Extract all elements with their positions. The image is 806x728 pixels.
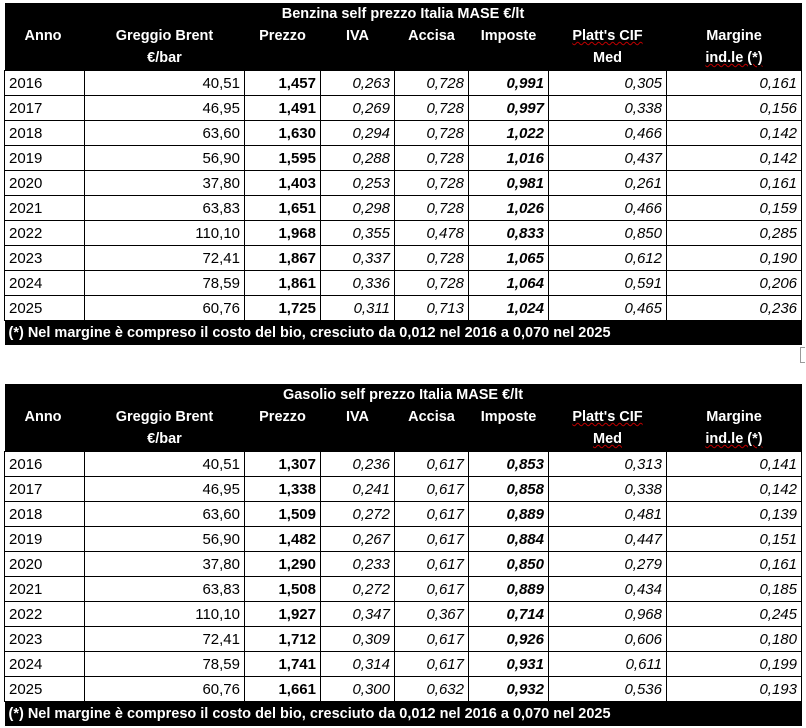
cell-anno: 2022 — [5, 602, 85, 627]
table-row — [5, 71, 802, 96]
col-header-margine-unit — [667, 49, 802, 71]
cell-brent: 63,83 — [85, 196, 245, 221]
cell-platts: 0,536 — [549, 677, 667, 702]
table-row — [5, 527, 802, 552]
cell-anno: 2017 — [5, 96, 85, 121]
cell-margine: 0,142 — [667, 121, 802, 146]
cell-brent: 37,80 — [85, 552, 245, 577]
cell-imposte: 0,981 — [469, 171, 549, 196]
col-header-brent: Greggio Brent — [85, 406, 245, 430]
col-header-brent-unit: €/bar — [85, 430, 245, 452]
cell-platts: 0,305 — [549, 71, 667, 96]
cell-iva: 0,269 — [321, 96, 395, 121]
cell-imposte: 0,932 — [469, 677, 549, 702]
cell-accisa: 0,728 — [395, 246, 469, 271]
col-header-anno: Anno — [5, 406, 85, 430]
cell-platts: 0,437 — [549, 146, 667, 171]
col-header-brent-unit: €/bar — [85, 49, 245, 71]
cell-prezzo: 1,338 — [245, 477, 321, 502]
cell-iva: 0,355 — [321, 221, 395, 246]
table-row — [5, 146, 802, 171]
cell-brent: 78,59 — [85, 271, 245, 296]
table-row — [5, 502, 802, 527]
table-row — [5, 96, 802, 121]
table-row — [5, 221, 802, 246]
table-row — [5, 452, 802, 477]
cell-iva: 0,267 — [321, 527, 395, 552]
cell-anno: 2024 — [5, 652, 85, 677]
cell-prezzo: 1,307 — [245, 452, 321, 477]
table-footnote: (*) Nel margine è compreso il costo del bio, cresciuto da 0,012 nel 2016 a 0,070 nel 2025 — [5, 321, 802, 346]
cell-imposte: 0,991 — [469, 71, 549, 96]
cell-margine: 0,190 — [667, 246, 802, 271]
cell-prezzo: 1,595 — [245, 146, 321, 171]
cell-brent: 110,10 — [85, 602, 245, 627]
cell-accisa: 0,617 — [395, 477, 469, 502]
col-header-margine-unit-text: ind.le (*) — [705, 431, 763, 447]
cell-prezzo: 1,508 — [245, 577, 321, 602]
cell-brent: 63,60 — [85, 502, 245, 527]
col-header-margine-unit-text: ind.le (*) — [705, 50, 763, 66]
col-header-iva: IVA — [321, 25, 395, 49]
cell-imposte: 1,016 — [469, 146, 549, 171]
table-row — [5, 296, 802, 321]
cell-iva: 0,311 — [321, 296, 395, 321]
cell-margine: 0,193 — [667, 677, 802, 702]
cell-prezzo: 1,651 — [245, 196, 321, 221]
col-header-accisa: Accisa — [395, 406, 469, 430]
cell-margine: 0,139 — [667, 502, 802, 527]
table-row — [5, 577, 802, 602]
cell-accisa: 0,617 — [395, 652, 469, 677]
cell-platts: 0,313 — [549, 452, 667, 477]
cell-accisa: 0,728 — [395, 271, 469, 296]
cell-platts: 0,606 — [549, 627, 667, 652]
cell-brent: 63,83 — [85, 577, 245, 602]
cell-anno: 2019 — [5, 527, 85, 552]
cell-anno: 2018 — [5, 502, 85, 527]
cell-platts: 0,968 — [549, 602, 667, 627]
cell-imposte: 0,850 — [469, 552, 549, 577]
table-row — [5, 196, 802, 221]
cell-margine: 0,245 — [667, 602, 802, 627]
table-footnote: (*) Nel margine è compreso il costo del bio, cresciuto da 0,012 nel 2016 a 0,070 nel 2025 — [5, 702, 802, 727]
cell-anno: 2024 — [5, 271, 85, 296]
cell-brent: 72,41 — [85, 627, 245, 652]
col-header-margine: Margine — [667, 25, 802, 49]
cell-iva: 0,241 — [321, 477, 395, 502]
cell-prezzo: 1,403 — [245, 171, 321, 196]
table-title: Gasolio self prezzo Italia MASE €/lt — [5, 384, 802, 406]
cell-accisa: 0,617 — [395, 552, 469, 577]
cell-prezzo: 1,290 — [245, 552, 321, 577]
cell-anno: 2017 — [5, 477, 85, 502]
cell-imposte: 0,853 — [469, 452, 549, 477]
table-row — [5, 121, 802, 146]
cell-iva: 0,294 — [321, 121, 395, 146]
cell-prezzo: 1,482 — [245, 527, 321, 552]
cell-platts: 0,481 — [549, 502, 667, 527]
cell-imposte: 0,889 — [469, 502, 549, 527]
cell-iva: 0,347 — [321, 602, 395, 627]
cell-accisa: 0,713 — [395, 296, 469, 321]
cell-prezzo: 1,968 — [245, 221, 321, 246]
cell-anno: 2020 — [5, 171, 85, 196]
col-header-prezzo: Prezzo — [245, 25, 321, 49]
col-header-platts-unit: Med — [549, 49, 667, 71]
cell-prezzo: 1,630 — [245, 121, 321, 146]
cell-accisa: 0,632 — [395, 677, 469, 702]
cell-prezzo: 1,861 — [245, 271, 321, 296]
col-header-anno: Anno — [5, 25, 85, 49]
cell-accisa: 0,728 — [395, 171, 469, 196]
cell-anno: 2025 — [5, 296, 85, 321]
cell-iva: 0,263 — [321, 71, 395, 96]
cell-anno: 2023 — [5, 627, 85, 652]
cell-brent: 37,80 — [85, 171, 245, 196]
cell-anno: 2022 — [5, 221, 85, 246]
cell-iva: 0,233 — [321, 552, 395, 577]
cell-cursor-marker — [800, 347, 805, 363]
cell-imposte: 0,833 — [469, 221, 549, 246]
cell-brent: 40,51 — [85, 71, 245, 96]
cell-accisa: 0,728 — [395, 121, 469, 146]
cell-platts: 0,466 — [549, 196, 667, 221]
table-row — [5, 627, 802, 652]
cell-imposte: 1,065 — [469, 246, 549, 271]
cell-brent: 60,76 — [85, 677, 245, 702]
cell-imposte: 0,884 — [469, 527, 549, 552]
cell-platts: 0,338 — [549, 96, 667, 121]
cell-accisa: 0,367 — [395, 602, 469, 627]
cell-accisa: 0,478 — [395, 221, 469, 246]
cell-margine: 0,161 — [667, 171, 802, 196]
cell-iva: 0,309 — [321, 627, 395, 652]
cell-platts: 0,261 — [549, 171, 667, 196]
col-header-imposte: Imposte — [469, 25, 549, 49]
cell-margine: 0,206 — [667, 271, 802, 296]
cell-prezzo: 1,457 — [245, 71, 321, 96]
cell-anno: 2023 — [5, 246, 85, 271]
cell-imposte: 0,714 — [469, 602, 549, 627]
cell-margine: 0,161 — [667, 71, 802, 96]
cell-iva: 0,337 — [321, 246, 395, 271]
benzina-table — [4, 3, 802, 345]
table-row — [5, 652, 802, 677]
cell-anno: 2018 — [5, 121, 85, 146]
cell-brent: 72,41 — [85, 246, 245, 271]
cell-margine: 0,151 — [667, 527, 802, 552]
cell-brent: 56,90 — [85, 146, 245, 171]
cell-iva: 0,288 — [321, 146, 395, 171]
cell-accisa: 0,617 — [395, 502, 469, 527]
cell-imposte: 1,022 — [469, 121, 549, 146]
cell-imposte: 0,931 — [469, 652, 549, 677]
table-title: Benzina self prezzo Italia MASE €/lt — [5, 3, 802, 25]
cell-prezzo: 1,491 — [245, 96, 321, 121]
table-row — [5, 271, 802, 296]
col-header-iva: IVA — [321, 406, 395, 430]
cell-imposte: 0,997 — [469, 96, 549, 121]
cell-brent: 46,95 — [85, 477, 245, 502]
cell-margine: 0,141 — [667, 452, 802, 477]
cell-margine: 0,156 — [667, 96, 802, 121]
cell-anno: 2021 — [5, 196, 85, 221]
col-header-platts-text: Platt's CIF — [572, 28, 643, 44]
cell-imposte: 1,026 — [469, 196, 549, 221]
cell-accisa: 0,728 — [395, 146, 469, 171]
cell-margine: 0,285 — [667, 221, 802, 246]
cell-anno: 2016 — [5, 452, 85, 477]
col-header-imposte: Imposte — [469, 406, 549, 430]
cell-platts: 0,850 — [549, 221, 667, 246]
col-header-margine: Margine — [667, 406, 802, 430]
cell-imposte: 0,889 — [469, 577, 549, 602]
cell-platts: 0,447 — [549, 527, 667, 552]
cell-prezzo: 1,741 — [245, 652, 321, 677]
cell-accisa: 0,728 — [395, 96, 469, 121]
col-header-platts — [549, 25, 667, 49]
cell-brent: 60,76 — [85, 296, 245, 321]
cell-imposte: 1,064 — [469, 271, 549, 296]
cell-prezzo: 1,661 — [245, 677, 321, 702]
cell-margine: 0,159 — [667, 196, 802, 221]
cell-platts: 0,279 — [549, 552, 667, 577]
col-header-platts — [549, 406, 667, 430]
cell-anno: 2021 — [5, 577, 85, 602]
cell-anno: 2016 — [5, 71, 85, 96]
col-header-platts-unit — [549, 430, 667, 452]
cell-margine: 0,199 — [667, 652, 802, 677]
cell-iva: 0,300 — [321, 677, 395, 702]
cell-iva: 0,314 — [321, 652, 395, 677]
cell-margine: 0,142 — [667, 477, 802, 502]
cell-accisa: 0,617 — [395, 452, 469, 477]
cell-brent: 56,90 — [85, 527, 245, 552]
cell-iva: 0,272 — [321, 502, 395, 527]
cell-margine: 0,185 — [667, 577, 802, 602]
col-header-accisa: Accisa — [395, 25, 469, 49]
cell-brent: 40,51 — [85, 452, 245, 477]
cell-prezzo: 1,927 — [245, 602, 321, 627]
table-row — [5, 246, 802, 271]
cell-iva: 0,272 — [321, 577, 395, 602]
cell-margine: 0,142 — [667, 146, 802, 171]
cell-anno: 2025 — [5, 677, 85, 702]
table-row — [5, 677, 802, 702]
cell-brent: 78,59 — [85, 652, 245, 677]
cell-imposte: 0,858 — [469, 477, 549, 502]
table-row — [5, 171, 802, 196]
cell-margine: 0,236 — [667, 296, 802, 321]
cell-accisa: 0,728 — [395, 196, 469, 221]
cell-platts: 0,466 — [549, 121, 667, 146]
cell-iva: 0,236 — [321, 452, 395, 477]
gasolio-table — [4, 384, 802, 726]
cell-iva: 0,253 — [321, 171, 395, 196]
cell-accisa: 0,617 — [395, 627, 469, 652]
cell-prezzo: 1,509 — [245, 502, 321, 527]
cell-iva: 0,298 — [321, 196, 395, 221]
cell-prezzo: 1,712 — [245, 627, 321, 652]
cell-brent: 46,95 — [85, 96, 245, 121]
cell-imposte: 1,024 — [469, 296, 549, 321]
cell-imposte: 0,926 — [469, 627, 549, 652]
col-header-brent: Greggio Brent — [85, 25, 245, 49]
cell-platts: 0,612 — [549, 246, 667, 271]
cell-platts: 0,434 — [549, 577, 667, 602]
cell-platts: 0,338 — [549, 477, 667, 502]
cell-accisa: 0,728 — [395, 71, 469, 96]
cell-brent: 110,10 — [85, 221, 245, 246]
col-header-margine-unit — [667, 430, 802, 452]
cell-platts: 0,591 — [549, 271, 667, 296]
col-header-platts-unit-text: Med — [593, 431, 622, 447]
cell-prezzo: 1,867 — [245, 246, 321, 271]
cell-margine: 0,161 — [667, 552, 802, 577]
cell-platts: 0,465 — [549, 296, 667, 321]
cell-anno: 2019 — [5, 146, 85, 171]
cell-accisa: 0,617 — [395, 577, 469, 602]
cell-platts: 0,611 — [549, 652, 667, 677]
table-row — [5, 602, 802, 627]
table-row — [5, 552, 802, 577]
cell-margine: 0,180 — [667, 627, 802, 652]
cell-accisa: 0,617 — [395, 527, 469, 552]
cell-anno: 2020 — [5, 552, 85, 577]
cell-prezzo: 1,725 — [245, 296, 321, 321]
cell-brent: 63,60 — [85, 121, 245, 146]
col-header-platts-text: Platt's CIF — [572, 409, 643, 425]
cell-iva: 0,336 — [321, 271, 395, 296]
col-header-prezzo: Prezzo — [245, 406, 321, 430]
table-row — [5, 477, 802, 502]
